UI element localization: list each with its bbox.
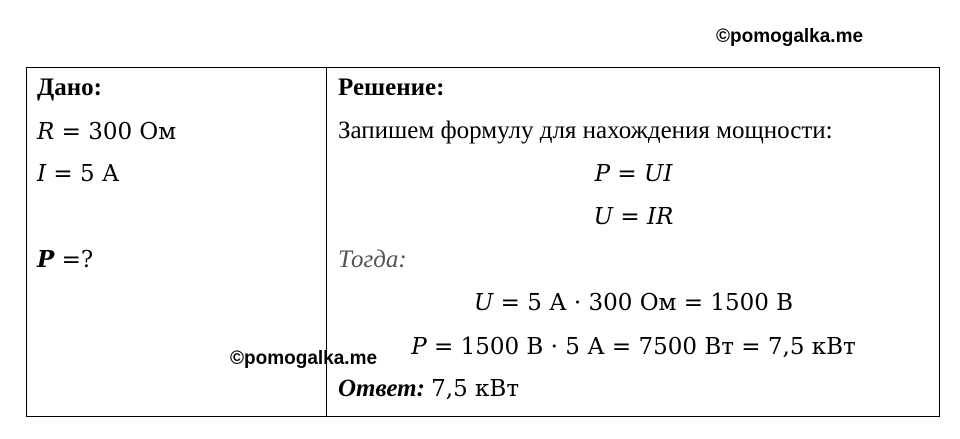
calc-power-var: P [411, 334, 427, 360]
formula-power [328, 159, 939, 189]
answer-value: 7,5 кВт [431, 376, 520, 402]
calc-power-expr: = 1500 В · 5 А = 7500 Вт = 7,5 кВт [426, 334, 856, 360]
given-unknown-var: P [37, 246, 55, 273]
given-unknown [37, 245, 93, 275]
formula-voltage-lhs: U [593, 204, 614, 230]
given-resistance-value: = 300 Ом [54, 119, 177, 145]
given-current [37, 159, 119, 189]
solution-title: Решение: [338, 74, 445, 101]
calc-voltage [328, 288, 939, 318]
calc-voltage-expr: = 5 А · 300 Ом = 1500 В [493, 290, 794, 316]
given-unknown-value: =? [54, 247, 94, 273]
formula-voltage-rhs: IR [646, 204, 674, 230]
given-current-value: = 5 А [46, 161, 120, 187]
calc-power [328, 332, 939, 362]
formula-voltage [328, 202, 939, 232]
calc-voltage-var: U [473, 290, 494, 316]
answer-label: Ответ: [338, 375, 425, 402]
formula-power-lhs: P [594, 161, 611, 187]
solution-table [26, 67, 940, 417]
given-resistance [37, 117, 176, 147]
formula-voltage-eq: = [613, 204, 647, 230]
formula-power-rhs: UI [643, 161, 673, 187]
watermark-top: ©pomogalka.me [716, 26, 864, 47]
solution-intro: Запишем формулу для нахождения мощности: [338, 117, 833, 144]
given-title: Дано: [37, 74, 102, 101]
watermark-middle: ©pomogalka.me [230, 348, 378, 369]
given-current-var: I [37, 161, 47, 187]
given-resistance-var: R [37, 119, 55, 145]
formula-power-eq: = [610, 161, 644, 187]
answer-line [338, 374, 519, 404]
then-label: Тогда: [338, 246, 407, 273]
